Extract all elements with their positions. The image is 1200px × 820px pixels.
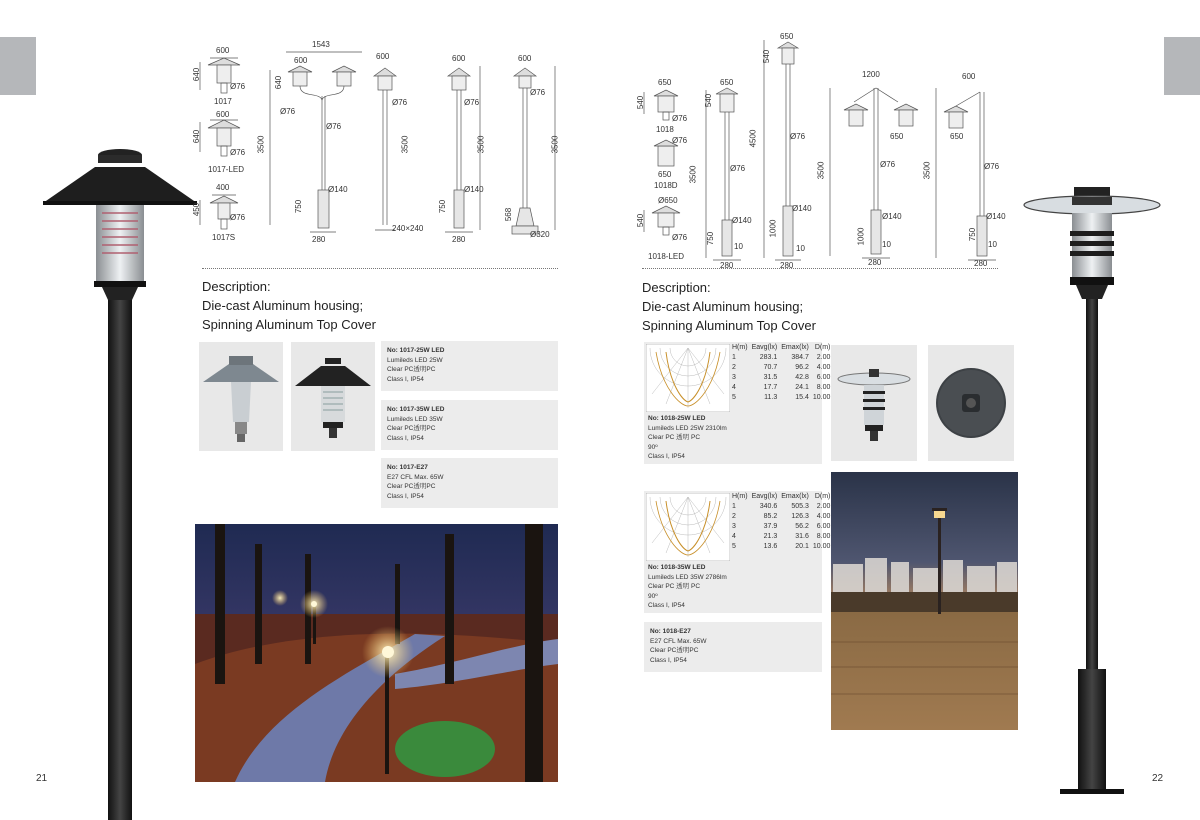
dim-label: 600 <box>376 52 390 61</box>
description-line: Die-cast Aluminum housing; <box>202 298 364 313</box>
dim-label: Ø76 <box>672 114 688 123</box>
page-number-left: 21 <box>36 773 48 784</box>
dim-label: 10 <box>734 242 743 251</box>
dim-label: 750 <box>706 231 716 246</box>
spec-line: E27 CFL Max. 65W <box>650 637 707 645</box>
dim-label: 10 <box>882 240 891 249</box>
park-night-photo <box>195 524 558 782</box>
spec-text <box>648 414 727 462</box>
table-row: 4 17.7 24.1 8.00 <box>732 384 831 391</box>
dim-label: Ø140 <box>882 212 902 221</box>
dim-label: 3500 <box>256 135 266 154</box>
dim-label: 1543 <box>312 40 330 49</box>
dim-label: Ø140 <box>732 216 752 225</box>
dim-label: 650 <box>780 32 794 41</box>
dim-label: Ø140 <box>792 204 812 213</box>
dim-label: Ø76 <box>392 98 408 107</box>
dim-label: 3500 <box>476 135 486 154</box>
dim-label: 240×240 <box>392 224 424 233</box>
dim-label: 640 <box>192 129 202 144</box>
dim-label: 400 <box>216 183 230 192</box>
spec-line: Lumileds LED 25W 2310lm <box>648 424 727 432</box>
dim-label: 750 <box>294 199 304 214</box>
dim-label: 1200 <box>862 70 880 79</box>
dim-label: 4500 <box>748 129 758 148</box>
page-number-right: 22 <box>1152 773 1164 784</box>
dim-label: 280 <box>974 259 988 268</box>
dim-label: 600 <box>294 56 308 65</box>
dim-label: Ø76 <box>230 82 246 91</box>
dim-label: Ø76 <box>730 164 746 173</box>
dim-label: 750 <box>438 199 448 214</box>
photometric-table-35w <box>730 492 832 552</box>
spec-title: No: 1017-E27 <box>387 464 428 471</box>
dim-label: 280 <box>452 235 466 244</box>
spec-line: Clear PC透明PC <box>387 366 436 373</box>
dim-label: 650 <box>658 78 672 87</box>
dim-label: 750 <box>968 227 978 242</box>
table-header: Emax(lx) <box>781 344 809 351</box>
polar-diagram-icon <box>646 344 730 412</box>
dim-label: 650 <box>950 132 964 141</box>
spec-line: Lumileds LED 35W <box>387 415 443 423</box>
table-header: H(m) <box>732 344 748 351</box>
description-line: Die-cast Aluminum housing; <box>642 299 804 314</box>
dim-label: 600 <box>216 110 230 119</box>
dim-label: 3500 <box>400 135 410 154</box>
dim-label: 1000 <box>768 219 778 238</box>
model-label: 1017-LED <box>208 165 245 174</box>
dim-label: 540 <box>762 49 772 64</box>
dim-label: 280 <box>720 261 734 270</box>
spec-line: Class I, IP54 <box>648 453 685 460</box>
spec-line: Clear PC透明PC <box>387 483 436 490</box>
dim-label: 600 <box>962 72 976 81</box>
dim-label: Ø76 <box>530 88 546 97</box>
dim-label: 650 <box>658 170 672 179</box>
description-left <box>202 277 376 334</box>
spec-title: No: 1017-25W LED <box>387 347 445 354</box>
model-label: 1017 <box>214 97 232 106</box>
spec-box-1017-35w <box>381 400 558 450</box>
table-header: Eavg(lx) <box>751 493 778 500</box>
table-row: 2 70.7 96.2 4.00 <box>732 364 831 371</box>
dim-label: 3500 <box>816 161 826 180</box>
table-row: 3 31.5 42.8 6.00 <box>732 374 831 381</box>
dim-label: 540 <box>636 213 646 228</box>
dim-label: Ø76 <box>326 122 342 131</box>
spec-line: Class I, IP54 <box>650 656 687 664</box>
dim-label: 650 <box>720 78 734 87</box>
dim-label: Ø76 <box>672 233 688 242</box>
spec-line: Class I, IP54 <box>648 602 685 609</box>
dim-label: 540 <box>636 95 646 110</box>
table-row: 4 21.3 31.6 8.00 <box>732 533 831 540</box>
dim-label: Ø76 <box>280 107 296 116</box>
spec-title: No: 1017-35W LED <box>387 406 445 413</box>
table-header: D(m) <box>814 493 831 500</box>
dim-label: Ø650 <box>658 196 678 205</box>
product-photo-lamp-head <box>831 345 917 461</box>
dim-label: Ø140 <box>328 185 348 194</box>
spec-box-1017-25w <box>381 341 558 391</box>
description-right <box>642 278 816 335</box>
product-photo-top-view <box>928 345 1014 461</box>
drawing-labels-left <box>190 40 570 250</box>
divider <box>642 268 998 269</box>
spec-box-1018-35w <box>644 491 831 613</box>
spec-line: Clear PC 透明 PC <box>648 583 701 590</box>
dim-label: 3500 <box>688 165 698 184</box>
dim-label: 540 <box>704 93 714 108</box>
dim-label: 600 <box>216 46 230 55</box>
spec-line: 90º <box>648 592 658 600</box>
divider <box>202 268 558 269</box>
spec-line: Lumileds LED 25W <box>387 356 443 364</box>
spec-line: Clear PC 透明 PC <box>648 434 701 441</box>
page-tab-left <box>0 37 36 95</box>
product-photo-gray <box>199 342 283 451</box>
dim-label: 568 <box>504 207 514 222</box>
dim-label: 600 <box>452 54 466 63</box>
product-photo-black <box>291 342 375 451</box>
dim-label: Ø76 <box>672 136 688 145</box>
model-label: 1018D <box>654 181 678 190</box>
dim-label: Ø140 <box>986 212 1006 221</box>
dim-label: Ø76 <box>230 213 246 222</box>
dim-label: 600 <box>518 54 532 63</box>
spec-title: No: 1018-35W LED <box>648 564 706 571</box>
table-row: 5 13.6 20.1 10.00 <box>732 543 831 550</box>
dim-label: 1000 <box>856 227 866 246</box>
city-plaza-photo <box>831 472 1018 730</box>
table-row: 3 37.9 56.2 6.00 <box>732 523 831 530</box>
dim-label: Ø76 <box>880 160 896 169</box>
dim-label: 280 <box>780 261 794 270</box>
dim-label: Ø76 <box>790 132 806 141</box>
spec-title: No: 1018-E27 <box>650 628 691 635</box>
table-row: 1 340.6 505.3 2.00 <box>732 503 831 510</box>
table-header: H(m) <box>732 493 748 500</box>
dim-label: 280 <box>312 235 326 244</box>
dim-label: 650 <box>890 132 904 141</box>
dim-label: 640 <box>274 75 284 90</box>
dim-label: Ø76 <box>464 98 480 107</box>
table-header: Eavg(lx) <box>751 344 778 351</box>
spec-box-1018-25w <box>644 342 831 464</box>
spec-line: Clear PC透明PC <box>650 647 699 654</box>
dim-label: 10 <box>796 244 805 253</box>
dim-label: Ø76 <box>984 162 1000 171</box>
dim-label: Ø140 <box>464 185 484 194</box>
spec-line: Class I, IP54 <box>387 434 424 442</box>
dim-label: 10 <box>988 240 997 249</box>
spec-title: No: 1018-25W LED <box>648 415 706 422</box>
dim-label: Ø76 <box>230 148 246 157</box>
spec-box-1018-e27 <box>644 622 822 672</box>
table-row: 5 11.3 15.4 10.00 <box>732 394 831 401</box>
model-label: 1017S <box>212 233 236 242</box>
description-line: Spinning Aluminum Top Cover <box>202 317 376 332</box>
dim-label: 3500 <box>922 161 932 180</box>
model-label: 1018 <box>656 125 674 134</box>
dim-label: 640 <box>192 67 202 82</box>
description-line: Spinning Aluminum Top Cover <box>642 318 816 333</box>
table-header: Emax(lx) <box>781 493 809 500</box>
spec-line: Lumileds LED 35W 2786lm <box>648 573 727 581</box>
description-heading: Description: <box>202 279 271 294</box>
table-row: 2 85.2 126.3 4.00 <box>732 513 831 520</box>
hero-lamp-post-right <box>1020 183 1165 798</box>
drawing-labels-right <box>636 30 1006 270</box>
table-header: D(m) <box>814 344 831 351</box>
dim-label: 280 <box>868 258 882 267</box>
spec-line: Class I, IP54 <box>387 375 424 383</box>
dim-label: 3500 <box>550 135 560 154</box>
photometric-table-25w <box>730 343 832 403</box>
hero-lamp-post-left <box>40 145 200 820</box>
table-row: 1 283.1 384.7 2.00 <box>732 354 831 361</box>
spec-line: Class I, IP54 <box>387 492 424 500</box>
description-heading: Description: <box>642 280 711 295</box>
spec-text <box>648 563 727 611</box>
dim-label: 450 <box>192 202 202 217</box>
spec-line: 90º <box>648 443 658 451</box>
spec-box-1017-e27 <box>381 458 558 508</box>
model-label: 1018-LED <box>648 252 685 261</box>
spec-line: E27 CFL Max. 65W <box>387 473 444 481</box>
page-tab-right <box>1164 37 1200 95</box>
spec-line: Clear PC透明PC <box>387 425 436 432</box>
dim-label: Ø320 <box>530 230 550 239</box>
polar-diagram-icon <box>646 493 730 561</box>
